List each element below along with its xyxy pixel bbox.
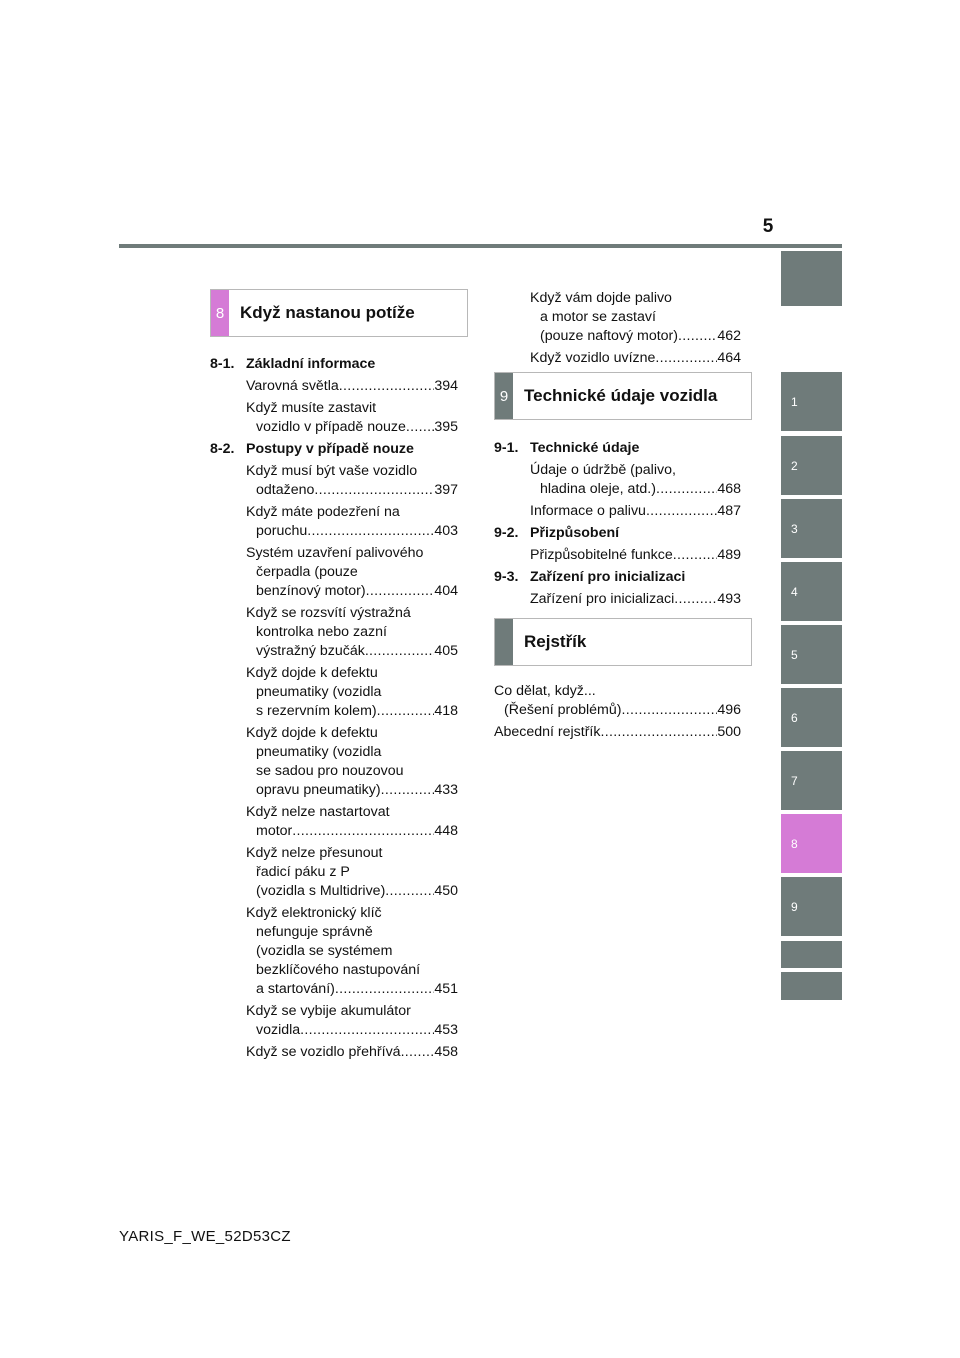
toc-entry[interactable] xyxy=(494,723,741,742)
toc-entry[interactable] xyxy=(530,590,741,609)
subsection-title: Postupy v případě nouze xyxy=(246,441,414,457)
leader-dots xyxy=(678,327,717,346)
subsection-title: Technické údaje xyxy=(530,440,640,456)
chapter-tab-blank[interactable] xyxy=(781,972,842,1000)
section-8-toc xyxy=(210,352,458,1062)
chapter-tab-9[interactable] xyxy=(781,877,842,936)
toc-page-number: 489 xyxy=(717,547,741,563)
toc-entry-text: odtaženo xyxy=(256,482,315,498)
toc-entry[interactable] xyxy=(530,349,741,368)
toc-entry-text: Informace o palivu xyxy=(530,503,646,519)
chapter-tab-label: 4 xyxy=(791,584,798,599)
toc-entry-text: vozidlo v případě nouze xyxy=(256,419,406,435)
toc-entry-text: Zařízení pro inicializaci xyxy=(530,591,675,607)
toc-entry-text: Když se vybije akumulátor xyxy=(246,1003,411,1019)
toc-page-number: 403 xyxy=(434,523,458,539)
toc-entry-text: Co dělat, když... xyxy=(494,683,596,699)
toc-entry-text: s rezervním kolem) xyxy=(256,703,377,719)
toc-entry[interactable] xyxy=(246,544,458,601)
leader-dots xyxy=(406,418,434,437)
toc-entry-text: a startování) xyxy=(256,981,335,997)
section-8-toc-continued xyxy=(494,286,741,368)
leader-dots xyxy=(307,522,434,541)
toc-entry-text: Když vozidlo uvízne xyxy=(530,350,656,366)
toc-entry-text: Když musí být vaše vozidlo xyxy=(246,463,418,479)
leader-dots xyxy=(314,481,434,500)
leader-dots xyxy=(335,980,434,999)
toc-page-number: 451 xyxy=(434,981,458,997)
toc-entry[interactable] xyxy=(246,664,458,721)
toc-entry-text: pneumatiky (vozidla xyxy=(256,684,382,700)
toc-entry[interactable] xyxy=(246,904,458,999)
section-8-header[interactable] xyxy=(210,289,468,337)
toc-entry-text: Když vám dojde palivo xyxy=(530,290,672,306)
toc-entry[interactable] xyxy=(530,546,741,565)
section-9-toc xyxy=(494,436,741,609)
toc-entry-text: nefunguje správně xyxy=(256,924,373,940)
toc-entry[interactable] xyxy=(246,462,458,500)
toc-entry-text: Přizpůsobitelné funkce xyxy=(530,547,673,563)
leader-dots xyxy=(339,377,435,396)
chapter-tab-label: 5 xyxy=(791,647,798,662)
toc-entry-text: kontrolka nebo zazní xyxy=(256,624,387,640)
toc-page-number: 450 xyxy=(434,883,458,899)
toc-entry-text: hladina oleje, atd.) xyxy=(540,481,656,497)
toc-entry-text: Systém uzavření palivového xyxy=(246,545,424,561)
chapter-tab-2[interactable] xyxy=(781,436,842,495)
leader-dots xyxy=(673,546,718,565)
toc-entry[interactable] xyxy=(246,803,458,841)
toc-entry[interactable] xyxy=(246,724,458,800)
toc-page-number: 453 xyxy=(434,1022,458,1038)
toc-entry-text: Když musíte zastavit xyxy=(246,400,377,416)
subsection-heading[interactable] xyxy=(210,440,458,459)
chapter-tab-4[interactable] xyxy=(781,562,842,621)
subsection-title: Přizpůsobení xyxy=(530,525,620,541)
subsection-title: Zařízení pro inicializaci xyxy=(530,569,686,585)
section-9-title: Technické údaje vozidla xyxy=(524,386,718,405)
toc-entry-text: Varovná světla xyxy=(246,378,339,394)
toc-page-number: 404 xyxy=(434,583,458,599)
toc-entry-text: Když se rozsvítí výstražná xyxy=(246,605,411,621)
toc-entry-text: Když máte podezření na xyxy=(246,504,400,520)
toc-page-number: 500 xyxy=(717,724,741,740)
chapter-tab-7[interactable] xyxy=(781,751,842,810)
toc-page-number: 448 xyxy=(434,823,458,839)
leader-dots xyxy=(381,781,435,800)
chapter-tab-6[interactable] xyxy=(781,688,842,747)
page-number: 5 xyxy=(762,216,774,237)
section-8-number: 8 xyxy=(211,290,229,336)
leader-dots xyxy=(401,1043,435,1062)
toc-page-number: 433 xyxy=(434,782,458,798)
subsection-code: 8-2. xyxy=(210,441,235,457)
chapter-tab-label: 9 xyxy=(791,899,798,914)
subsection-heading[interactable] xyxy=(494,568,741,587)
leader-dots xyxy=(622,701,718,720)
toc-page-number: 487 xyxy=(717,503,741,519)
chapter-tab-blank[interactable] xyxy=(781,251,842,306)
index-title: Rejstřík xyxy=(524,632,587,651)
subsection-code: 9-3. xyxy=(494,569,519,585)
chapter-tab-label: 1 xyxy=(791,394,798,409)
toc-entry-text: vozidla xyxy=(256,1022,301,1038)
subsection-title: Základní informace xyxy=(246,356,376,372)
toc-entry[interactable] xyxy=(246,399,458,437)
toc-entry-text: Když nelze nastartovat xyxy=(246,804,390,820)
top-rule xyxy=(119,244,842,248)
subsection-code: 9-1. xyxy=(494,440,519,456)
leader-dots xyxy=(600,723,717,742)
toc-entry[interactable] xyxy=(246,844,458,901)
toc-entry[interactable] xyxy=(530,502,741,521)
toc-page-number: 493 xyxy=(717,591,741,607)
toc-entry-text: Když dojde k defektu xyxy=(246,725,378,741)
toc-entry[interactable] xyxy=(494,682,741,720)
toc-entry-text: Když elektronický klíč xyxy=(246,905,382,921)
index-header[interactable] xyxy=(494,618,752,666)
toc-page-number: 462 xyxy=(717,328,741,344)
index-toc xyxy=(494,679,741,742)
toc-entry-text: poruchu xyxy=(256,523,308,539)
toc-page-number: 458 xyxy=(434,1044,458,1060)
section-8-title: Když nastanou potíže xyxy=(240,303,415,322)
toc-entry-text: benzínový motor) xyxy=(256,583,366,599)
toc-entry-text: (pouze naftový motor) xyxy=(540,328,678,344)
toc-entry[interactable] xyxy=(246,1043,458,1062)
section-9-number: 9 xyxy=(495,373,513,419)
leader-dots xyxy=(385,882,434,901)
leader-dots xyxy=(674,590,717,609)
leader-dots xyxy=(377,702,435,721)
toc-entry-text: (vozidla se systémem xyxy=(256,943,393,959)
document-code: YARIS_F_WE_52D53CZ xyxy=(119,1228,291,1245)
index-tab xyxy=(495,619,513,665)
toc-entry-text: Když dojde k defektu xyxy=(246,665,378,681)
leader-dots xyxy=(646,502,717,521)
section-9-header[interactable] xyxy=(494,372,752,420)
toc-entry-text: pneumatiky (vozidla xyxy=(256,744,382,760)
toc-entry-text: bezklíčového nastupování xyxy=(256,962,421,978)
toc-entry-text: opravu pneumatiky) xyxy=(256,782,381,798)
chapter-tab-5[interactable] xyxy=(781,625,842,684)
toc-entry-text: (vozidla s Multidrive) xyxy=(256,883,386,899)
toc-entry-text: se sadou pro nouzovou xyxy=(256,763,404,779)
toc-entry[interactable] xyxy=(246,503,458,541)
toc-page-number: 496 xyxy=(717,702,741,718)
toc-page-number: 394 xyxy=(434,378,458,394)
toc-page-number: 397 xyxy=(434,482,458,498)
chapter-tab-label: 6 xyxy=(791,710,798,725)
subsection-heading[interactable] xyxy=(494,439,741,458)
toc-entry-text: Když se vozidlo přehřívá xyxy=(246,1044,401,1060)
toc-entry-text: výstražný bzučák xyxy=(256,643,365,659)
subsection-code: 8-1. xyxy=(210,356,235,372)
toc-entry-text: Když nelze přesunout xyxy=(246,845,383,861)
chapter-tab-1[interactable] xyxy=(781,372,842,431)
toc-page-number: 468 xyxy=(717,481,741,497)
chapter-tab-label: 2 xyxy=(791,458,798,473)
chapter-tab-8[interactable] xyxy=(781,814,842,873)
toc-entry-text: čerpadla (pouze xyxy=(256,564,358,580)
leader-dots xyxy=(365,642,435,661)
toc-entry[interactable] xyxy=(530,289,741,346)
toc-entry-text: motor xyxy=(256,823,293,839)
toc-entry[interactable] xyxy=(246,604,458,661)
toc-entry[interactable] xyxy=(530,461,741,499)
subsection-code: 9-2. xyxy=(494,525,519,541)
leader-dots xyxy=(292,822,434,841)
chapter-tab-label: 8 xyxy=(791,836,798,851)
leader-dots xyxy=(300,1021,434,1040)
subsection-heading[interactable] xyxy=(494,524,741,543)
chapter-tab-3[interactable] xyxy=(781,499,842,558)
toc-entry-text: Abecední rejstřík xyxy=(494,724,601,740)
leader-dots xyxy=(655,349,717,368)
toc-page-number: 464 xyxy=(717,350,741,366)
subsection-heading[interactable] xyxy=(210,355,458,374)
toc-page-number: 405 xyxy=(434,643,458,659)
toc-entry-text: řadicí páku z P xyxy=(256,864,350,880)
toc-entry[interactable] xyxy=(246,377,458,396)
toc-page-number: 395 xyxy=(434,419,458,435)
chapter-tab-label: 7 xyxy=(791,773,798,788)
toc-entry-text: a motor se zastaví xyxy=(540,309,656,325)
toc-entry[interactable] xyxy=(246,1002,458,1040)
toc-page-number: 418 xyxy=(434,703,458,719)
leader-dots xyxy=(366,582,435,601)
chapter-tab-label: 3 xyxy=(791,521,798,536)
leader-dots xyxy=(656,480,717,499)
toc-entry-text: Údaje o údržbě (palivo, xyxy=(530,462,676,478)
chapter-tab-blank[interactable] xyxy=(781,941,842,968)
toc-entry-text: (Řešení problémů) xyxy=(504,702,622,718)
